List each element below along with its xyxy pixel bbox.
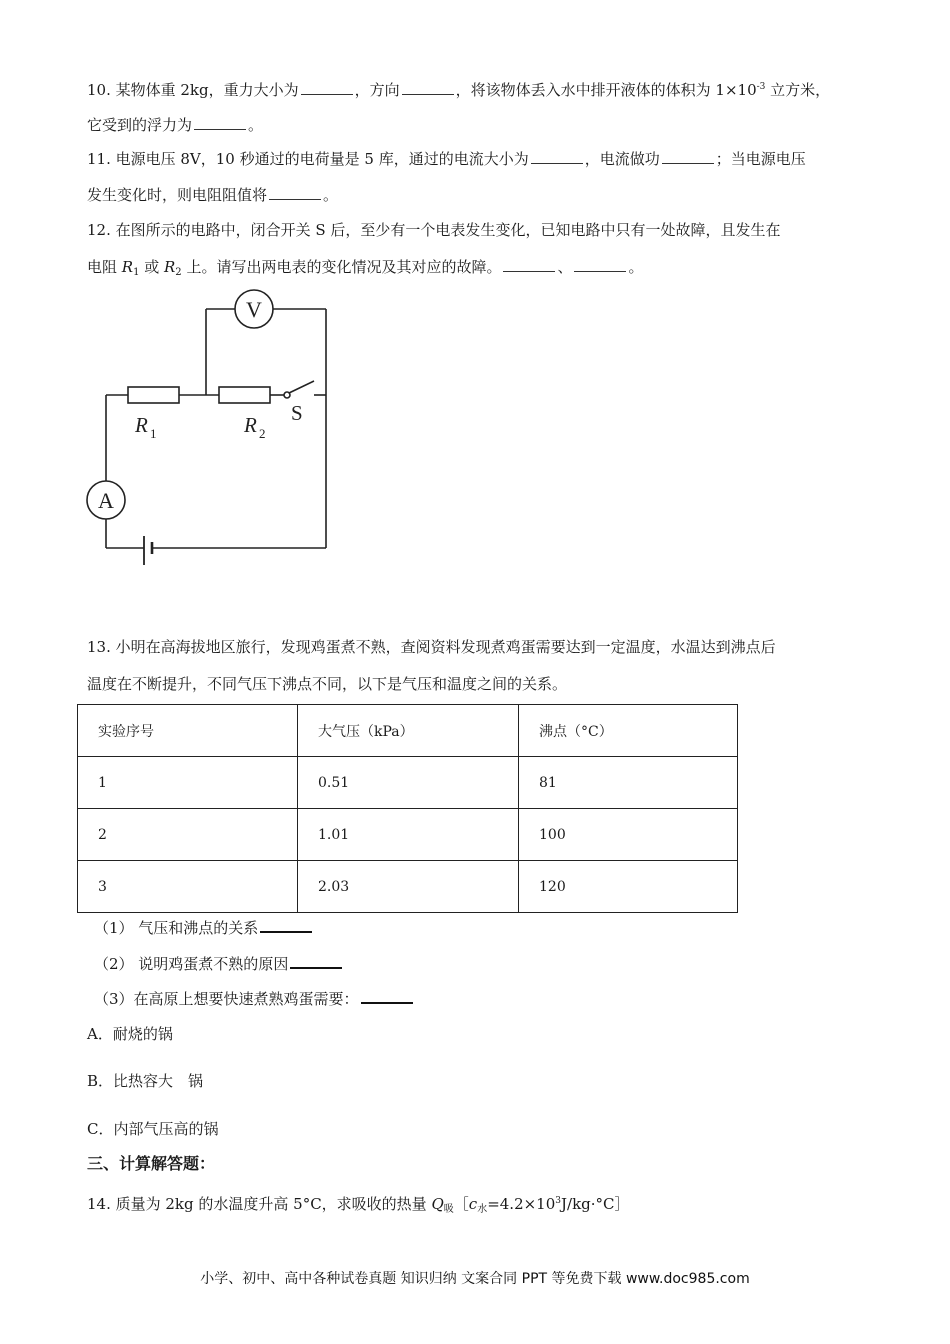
- q12-or: 或: [139, 258, 164, 276]
- table-header-cell: 实验序号: [78, 705, 298, 757]
- table-cell: 2.03: [298, 861, 519, 913]
- r2-label-sub: 2: [259, 426, 266, 441]
- q14-q-symbol: Q: [431, 1195, 444, 1213]
- voltmeter-label: V: [246, 297, 262, 322]
- r1-label: R: [135, 413, 148, 437]
- circuit-diagram: [80, 282, 340, 572]
- answer-blank[interactable]: [269, 185, 321, 200]
- q14-exponent: 3: [555, 1196, 562, 1206]
- q13-sub1-text: （1） 气压和沸点的关系: [94, 919, 259, 937]
- answer-blank[interactable]: [301, 80, 353, 95]
- q10-line2-end: 。: [248, 116, 264, 134]
- option-b[interactable]: B．比热容大 锅: [87, 1072, 204, 1090]
- resistor-r2: [219, 387, 270, 403]
- q13-line2: 温度在不断提升，不同气压下沸点不同，以下是气压和温度之间的关系。: [87, 675, 568, 693]
- q14-equals: =4.2×10: [487, 1195, 556, 1213]
- q11-text-c: ；当电源电压: [715, 150, 806, 168]
- q11-line2: [87, 184, 338, 206]
- table-header-row: [78, 705, 738, 757]
- section-heading: 三、计算解答题：: [87, 1154, 216, 1173]
- table-cell: 3: [78, 861, 298, 913]
- q13-sub2: [94, 953, 344, 975]
- table-header-cell: 大气压（kPa）: [298, 705, 519, 757]
- switch-label: S: [291, 401, 303, 425]
- table-row: [78, 757, 738, 809]
- q12-separator: 、: [557, 258, 573, 276]
- table-cell: 100: [519, 809, 738, 861]
- answer-blank[interactable]: [194, 115, 246, 130]
- q13-sub3-text: （3）在高原上想要快速煮熟鸡蛋需要：: [94, 990, 359, 1008]
- pressure-boiling-table: [77, 704, 738, 913]
- q11-line1: [87, 148, 806, 170]
- table-cell: 1.01: [298, 809, 519, 861]
- answer-blank[interactable]: [290, 953, 342, 969]
- q14-line: [87, 1190, 630, 1221]
- q11-text-a: 11. 电源电压 8V，10 秒通过的电荷量是 5 库，通过的电流大小为: [87, 150, 529, 168]
- r2-subscript: 2: [175, 267, 182, 278]
- answer-blank[interactable]: [402, 80, 454, 95]
- switch-blade: [289, 381, 314, 393]
- page-footer: 小学、初中、高中各种试卷真题 知识归纳 文案合同 PPT 等免费下载 www.doc985.com: [200, 1271, 750, 1287]
- table-cell: 120: [519, 861, 738, 913]
- q10-line2: [87, 114, 263, 136]
- table-header-cell: 沸点（°C）: [519, 705, 738, 757]
- r1-label-sub: 1: [150, 426, 157, 441]
- q10-text-d: 立方米，: [765, 81, 831, 99]
- r1-symbol: R: [121, 258, 134, 276]
- answer-blank[interactable]: [260, 917, 312, 933]
- table-cell: 0.51: [298, 757, 519, 809]
- q13-sub3: [94, 988, 415, 1010]
- answer-blank[interactable]: [531, 149, 583, 164]
- ammeter-label: A: [98, 488, 114, 513]
- q12-text-b: 上。请写出两电表的变化情况及其对应的故障。: [181, 258, 502, 276]
- q14-unit: J/kg·°C］: [561, 1195, 630, 1213]
- r1-subscript: 1: [133, 267, 140, 278]
- q12-line1: 12. 在图所示的电路中，闭合开关 S 后，至少有一个电表发生变化，已知电路中只有一处故障，且发生在: [87, 221, 781, 239]
- q14-c-symbol: c: [468, 1195, 478, 1213]
- q14-q-subscript: 吸: [443, 1204, 454, 1215]
- q13-sub1: [94, 917, 314, 939]
- answer-blank[interactable]: [662, 149, 714, 164]
- q11-line2-text: 发生变化时，则电阻阻值将: [87, 186, 268, 204]
- q13-line1: 13. 小明在高海拔地区旅行，发现鸡蛋煮不熟，查阅资料发现煮鸡蛋需要达到一定温度，水温达到沸点后: [87, 638, 776, 656]
- q10-text-a: 10. 某物体重 2kg，重力大小为: [87, 81, 299, 99]
- q11-line2-end: 。: [323, 186, 339, 204]
- q10-exponent: -3: [756, 82, 766, 92]
- q12-line2: [87, 256, 643, 284]
- q13-sub2-text: （2） 说明鸡蛋煮不熟的原因: [94, 955, 289, 973]
- table-cell: 2: [78, 809, 298, 861]
- q10-line1: [87, 76, 830, 101]
- answer-blank[interactable]: [503, 257, 555, 272]
- q12-text-a: 电阻: [87, 258, 122, 276]
- q14-c-subscript: 水: [477, 1204, 488, 1215]
- answer-blank[interactable]: [361, 988, 413, 1004]
- option-c[interactable]: C．内部气压高的锅: [87, 1120, 219, 1138]
- table-cell: 81: [519, 757, 738, 809]
- q10-text-c: ，将该物体丢入水中排开液体的体积为 1×10: [455, 81, 757, 99]
- q10-text-b: ，方向: [354, 81, 400, 99]
- option-a[interactable]: A．耐烧的锅: [87, 1025, 173, 1043]
- table-row: [78, 809, 738, 861]
- answer-blank[interactable]: [574, 257, 626, 272]
- q10-line2-text: 它受到的浮力为: [87, 116, 193, 134]
- table-row: [78, 861, 738, 913]
- resistor-r1: [128, 387, 179, 403]
- r2-label: R: [244, 413, 257, 437]
- q11-text-b: ，电流做功: [584, 150, 660, 168]
- q14-bracket: ［: [453, 1195, 469, 1213]
- r2-symbol: R: [164, 258, 176, 276]
- q14-text: 14. 质量为 2kg 的水温度升高 5°C，求吸收的热量: [87, 1195, 432, 1213]
- table-cell: 1: [78, 757, 298, 809]
- q12-end: 。: [628, 258, 644, 276]
